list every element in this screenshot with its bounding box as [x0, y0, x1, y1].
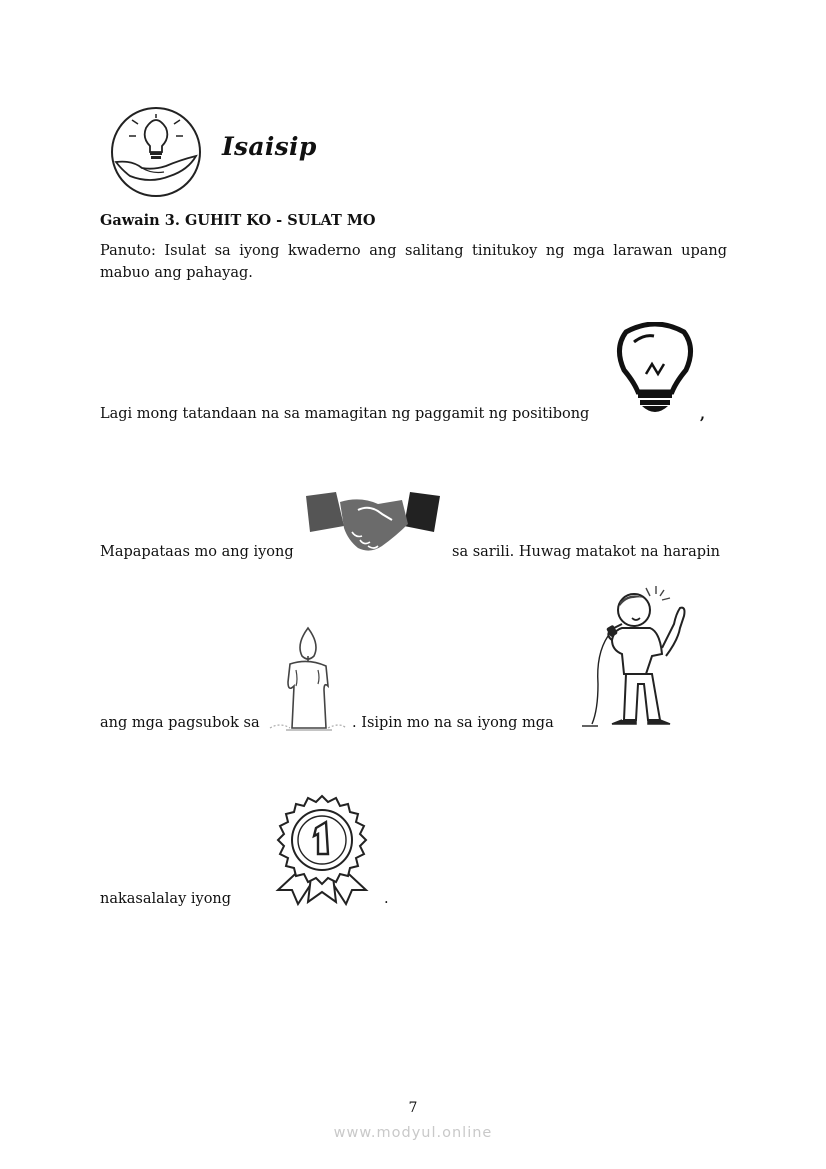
- watermark: www.modyul.online: [333, 1125, 493, 1141]
- instructions: Panuto: Isulat sa iyong kwaderno ang salitang tinitukoy ng mga larawan upang mabuo ang pahayag.: [100, 243, 727, 281]
- sentence-4-start: nakasalalay iyong: [100, 891, 232, 907]
- section-title: Isaisip: [222, 132, 317, 161]
- lightbulb-in-hand-icon: [108, 104, 204, 200]
- page-number: 7: [408, 1100, 418, 1116]
- handshake-icon: [304, 490, 444, 556]
- activity-title: Gawain 3. GUHIT KO - SULAT MO: [100, 212, 376, 229]
- sentence-2-end: sa sarili. Huwag matakot na harapin: [452, 544, 721, 560]
- sentence-1-comma: ,: [700, 406, 706, 423]
- sentence-4-end: .: [384, 891, 389, 907]
- candle-icon: [266, 626, 348, 734]
- lightbulb-icon: [612, 322, 698, 418]
- sentence-1: Lagi mong tatandaan na sa mamagitan ng paggamit ng positibong: [100, 406, 590, 422]
- sentence-3-end: . Isipin mo na sa iyong mga: [352, 715, 554, 731]
- sentence-2-start: Mapapataas mo ang iyong: [100, 544, 294, 560]
- sentence-3-start: ang mga pagsubok sa: [100, 715, 260, 731]
- first-place-ribbon-icon: [268, 794, 376, 908]
- singer-icon: [582, 584, 694, 730]
